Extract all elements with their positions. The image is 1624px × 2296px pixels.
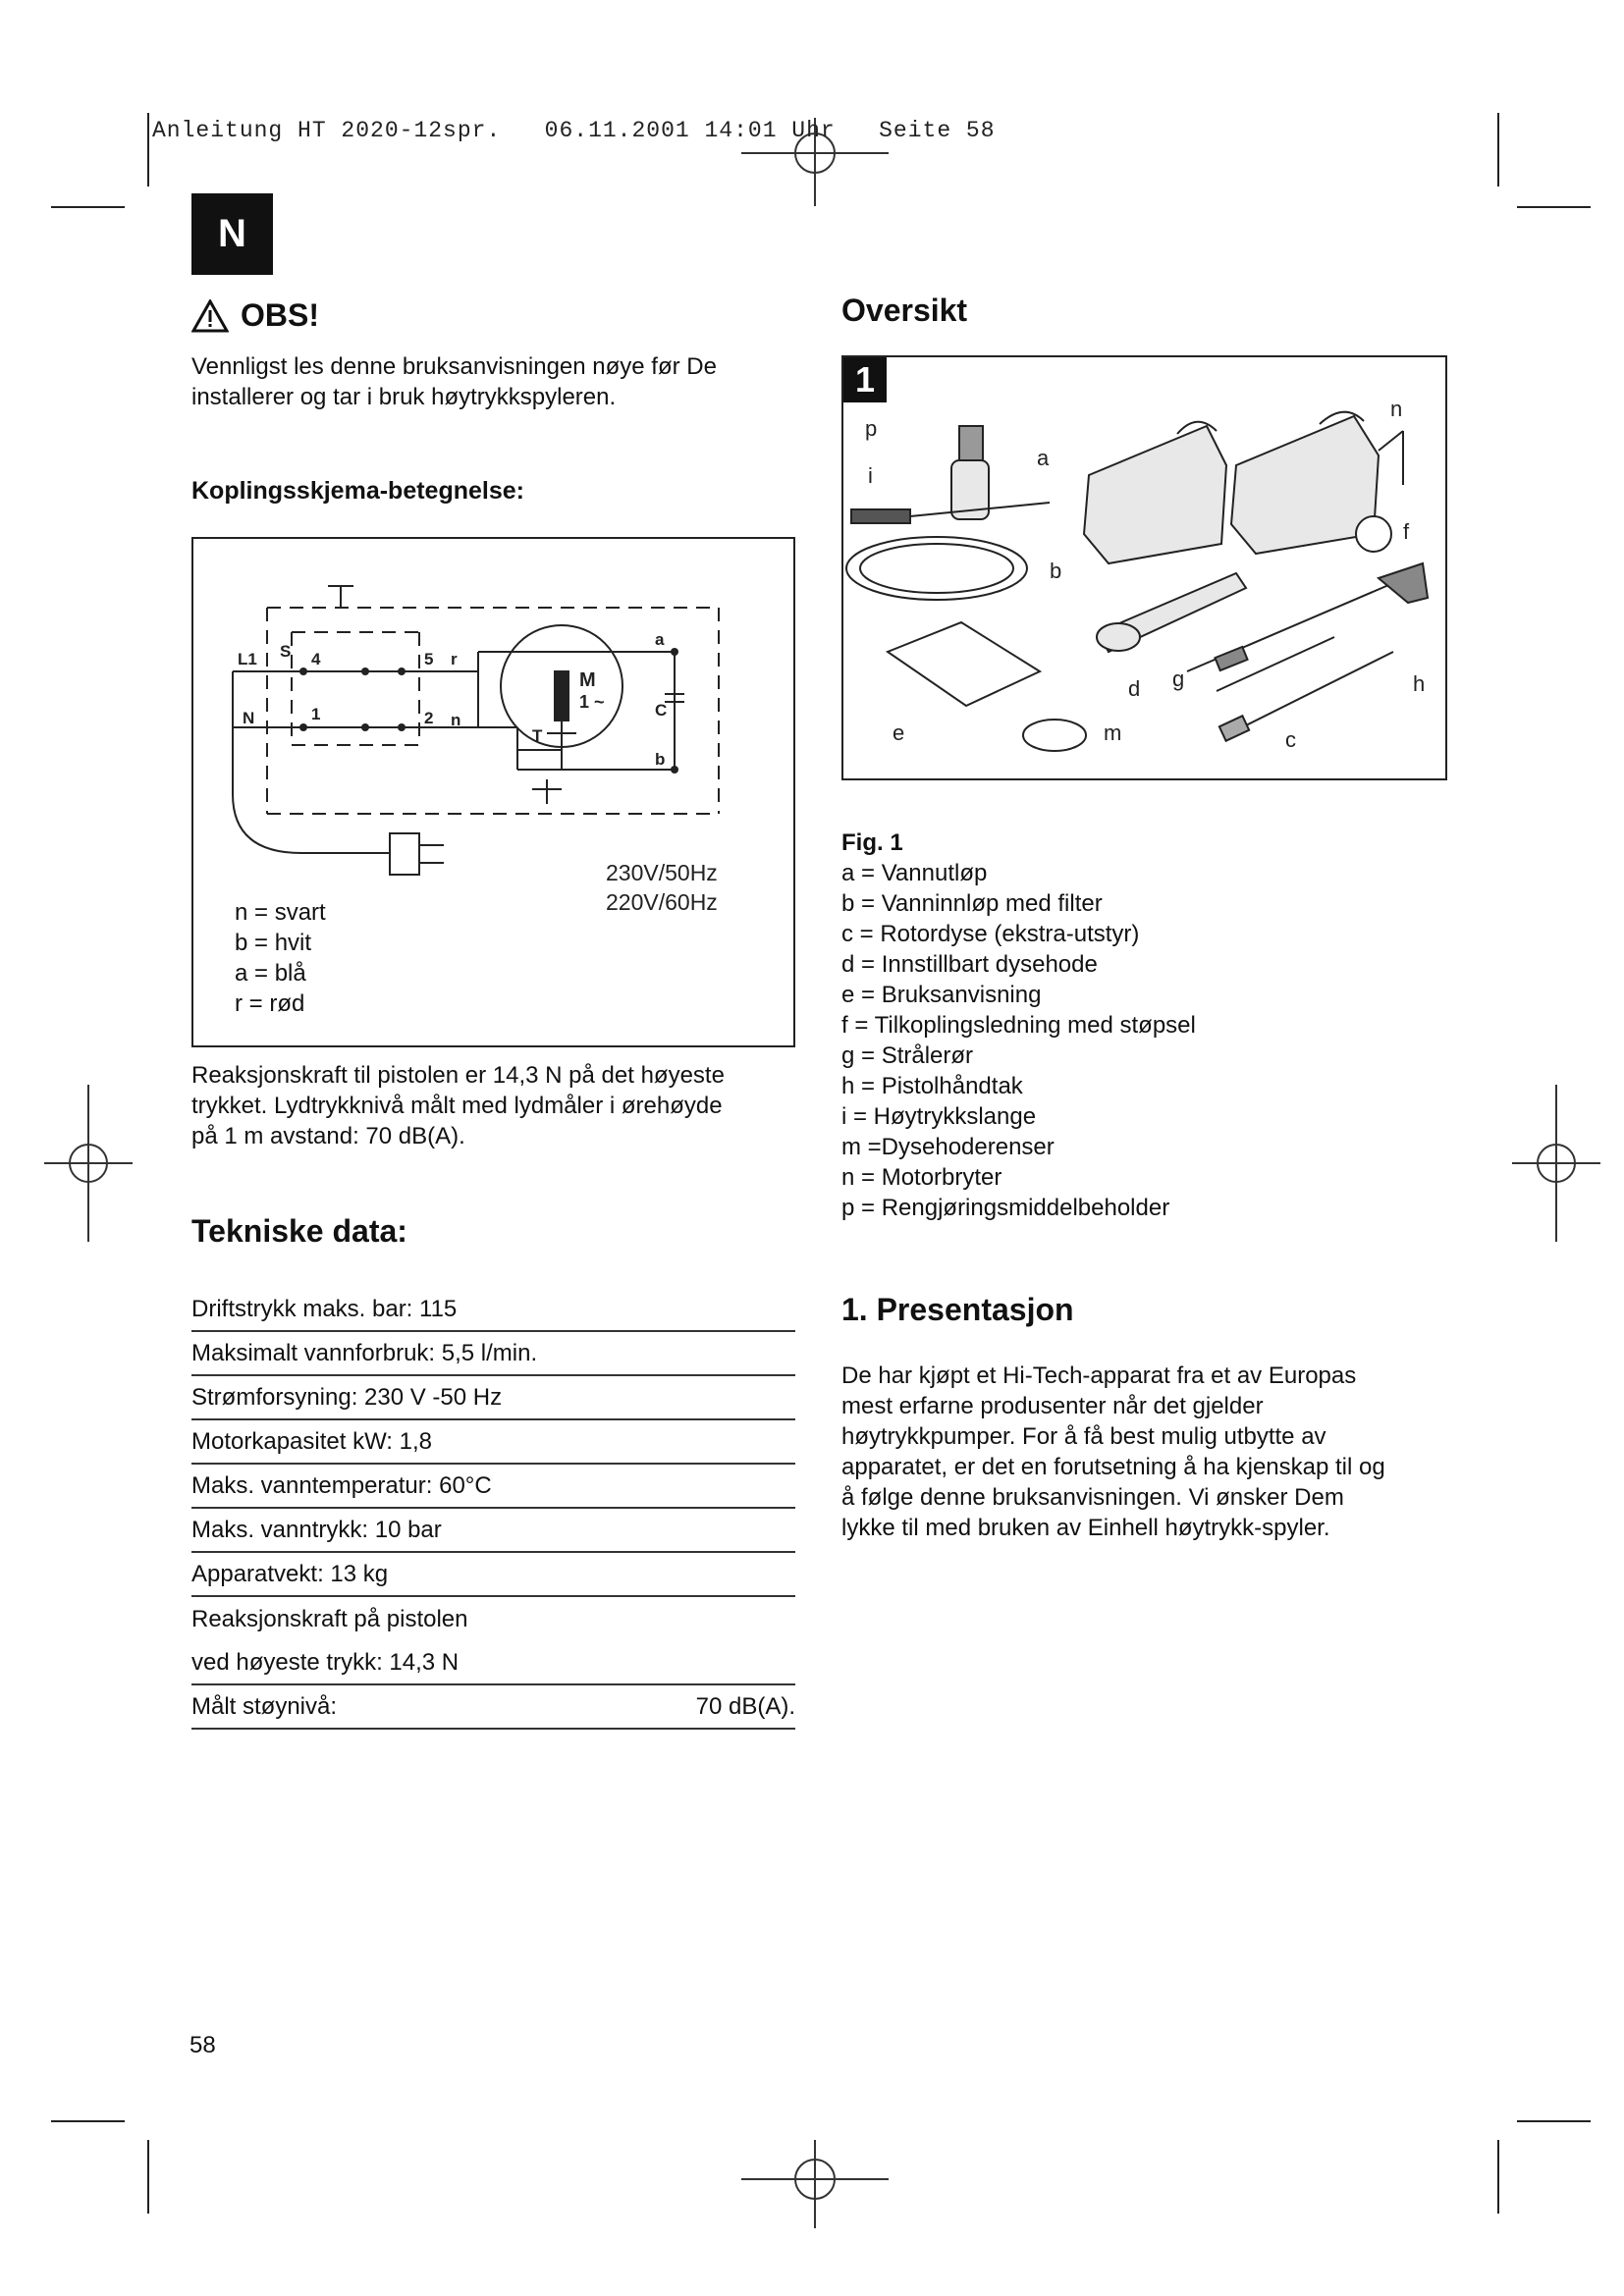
tech-cell: Maks. vanntrykk: 10 bar bbox=[191, 1516, 442, 1543]
label-c: C bbox=[655, 701, 668, 720]
language-tab: N bbox=[191, 193, 273, 275]
label-l1: L1 bbox=[238, 650, 257, 668]
voltage-50hz: 230V/50Hz bbox=[606, 860, 718, 885]
tech-data-heading: Tekniske data: bbox=[191, 1213, 407, 1249]
tech-cell: Driftstrykk maks. bar: 115 bbox=[191, 1295, 458, 1322]
tech-row bbox=[191, 1288, 795, 1332]
label-t: T bbox=[532, 726, 543, 745]
reaction-line: på 1 m avstand: 70 dB(A). bbox=[191, 1123, 465, 1149]
legend-item: p = Rengjøringsmiddelbeholder bbox=[841, 1195, 1170, 1221]
label-m: M bbox=[579, 669, 596, 691]
label-4: 4 bbox=[311, 650, 321, 668]
callout-h: h bbox=[1413, 671, 1426, 696]
label-b: b bbox=[655, 750, 666, 769]
tech-row bbox=[191, 1420, 795, 1465]
warning-title: OBS! bbox=[241, 297, 319, 333]
tech-row bbox=[191, 1641, 795, 1685]
crop-mark bbox=[1497, 2140, 1499, 2214]
tech-cell: Strømforsyning: 230 V -50 Hz bbox=[191, 1383, 503, 1411]
tech-row bbox=[191, 1376, 795, 1420]
presentation-line: å følge denne bruksanvisningen. Vi ønsker Dem bbox=[841, 1484, 1344, 1511]
tech-cell: Maks. vanntemperatur: 60°C bbox=[191, 1471, 492, 1499]
registration-mark-right bbox=[1512, 1085, 1600, 1242]
registration-mark-left bbox=[44, 1085, 133, 1242]
tech-row bbox=[191, 1332, 795, 1376]
warning-heading bbox=[191, 297, 319, 334]
tech-data-table bbox=[191, 1288, 795, 1730]
figure-1 bbox=[841, 355, 1447, 780]
wiring-heading: Koplingsskjema-betegnelse: bbox=[191, 477, 524, 505]
figure-legend bbox=[841, 828, 1196, 1223]
label-n: N bbox=[243, 709, 255, 727]
tech-cell: Apparatvekt: 13 kg bbox=[191, 1560, 389, 1587]
callout-n: n bbox=[1390, 397, 1403, 421]
overview-heading: Oversikt bbox=[841, 293, 968, 328]
label-a: a bbox=[655, 630, 665, 649]
legend-item: e = Bruksanvisning bbox=[841, 982, 1042, 1008]
label-s: S bbox=[280, 642, 292, 661]
figure-caption: Fig. 1 bbox=[841, 829, 903, 856]
legend-item: c = Rotordyse (ekstra-utstyr) bbox=[841, 921, 1140, 947]
callout-d: d bbox=[1128, 676, 1141, 701]
callout-f: f bbox=[1403, 519, 1410, 544]
legend-item: i = Høytrykkslange bbox=[841, 1103, 1037, 1130]
callout-p: p bbox=[865, 416, 878, 441]
label-m2: 1 ~ bbox=[579, 692, 605, 712]
callout-a: a bbox=[1037, 446, 1050, 470]
warning-triangle-icon bbox=[191, 299, 229, 333]
reaction-force-text bbox=[191, 1060, 725, 1151]
legend-item: h = Pistolhåndtak bbox=[841, 1073, 1023, 1099]
legend-item: f = Tilkoplingsledning med støpsel bbox=[841, 1012, 1196, 1039]
tech-cell: Reaksjonskraft på pistolen bbox=[191, 1605, 468, 1632]
callout-e: e bbox=[893, 721, 905, 745]
legend-item: n = Motorbryter bbox=[841, 1164, 1002, 1191]
presentation-text bbox=[841, 1361, 1385, 1543]
warning-line: Vennligst les denne bruksanvisningen nøye før De bbox=[191, 353, 717, 380]
figure-number-badge: 1 bbox=[843, 357, 887, 402]
legend-item: m =Dysehoderenser bbox=[841, 1134, 1055, 1160]
label-5: 5 bbox=[424, 650, 434, 668]
label-r: r bbox=[451, 650, 458, 668]
callout-i: i bbox=[868, 463, 873, 488]
warning-line: installerer og tar i bruk høytrykkspyleren. bbox=[191, 384, 617, 410]
crop-mark bbox=[51, 2120, 125, 2122]
tech-cell: ved høyeste trykk: 14,3 N bbox=[191, 1648, 460, 1676]
presentation-line: De har kjøpt et Hi-Tech-apparat fra et av Europas bbox=[841, 1362, 1357, 1389]
crop-mark bbox=[147, 2140, 149, 2214]
tech-cell-value: 70 dB(A). bbox=[695, 1692, 795, 1720]
presentation-line: apparatet, er det en forutsetning å ha kjenskap til og bbox=[841, 1454, 1385, 1480]
legend-item: d = Innstillbart dysehode bbox=[841, 951, 1098, 978]
label-1: 1 bbox=[311, 705, 321, 723]
registration-mark-bottom bbox=[741, 2140, 889, 2228]
crop-mark bbox=[147, 113, 149, 187]
reaction-line: trykket. Lydtrykknivå målt med lydmåler i ørehøyde bbox=[191, 1093, 723, 1119]
legend-item: g = Strålerør bbox=[841, 1042, 974, 1069]
tech-cell: Motorkapasitet kW: 1,8 bbox=[191, 1427, 432, 1455]
crop-mark bbox=[51, 206, 125, 208]
legend-item: b = hvit bbox=[235, 930, 312, 956]
reaction-line: Reaksjonskraft til pistolen er 14,3 N på det høyeste bbox=[191, 1062, 725, 1089]
tech-row bbox=[191, 1465, 795, 1509]
legend-item: a = Vannutløp bbox=[841, 860, 988, 886]
crop-mark bbox=[1517, 2120, 1591, 2122]
tech-row bbox=[191, 1597, 795, 1641]
tech-row bbox=[191, 1553, 795, 1597]
crop-mark bbox=[1517, 206, 1591, 208]
callout-c: c bbox=[1285, 727, 1296, 752]
callout-b: b bbox=[1050, 559, 1062, 583]
tech-row bbox=[191, 1509, 795, 1553]
tech-cell-label: Målt støynivå: bbox=[191, 1692, 338, 1720]
wire-color-legend bbox=[235, 897, 326, 1019]
product-illustration bbox=[843, 357, 1445, 778]
label-nn: n bbox=[451, 711, 461, 729]
legend-item: b = Vanninnløp med filter bbox=[841, 890, 1103, 917]
legend-item: r = rød bbox=[235, 990, 305, 1017]
page-number: 58 bbox=[189, 2032, 216, 2058]
label-2: 2 bbox=[424, 709, 434, 727]
presentation-heading: 1. Presentasjon bbox=[841, 1292, 1074, 1327]
presentation-line: mest erfarne produsenter når det gjelder bbox=[841, 1393, 1264, 1419]
tech-cell: Maksimalt vannforbruk: 5,5 l/min. bbox=[191, 1339, 538, 1366]
voltage-60hz: 220V/60Hz bbox=[606, 889, 718, 915]
print-header: Anleitung HT 2020-12spr. 06.11.2001 14:01 Uhr Seite 58 bbox=[152, 118, 996, 143]
legend-item: a = blå bbox=[235, 960, 306, 987]
legend-item: n = svart bbox=[235, 899, 326, 926]
tech-row bbox=[191, 1685, 795, 1730]
callout-m: m bbox=[1104, 721, 1122, 745]
presentation-line: høytrykkpumper. For å få best mulig utbytte av bbox=[841, 1423, 1326, 1450]
wiring-diagram bbox=[191, 537, 795, 1047]
crop-mark bbox=[1497, 113, 1499, 187]
presentation-line: lykke til med bruken av Einhell høytrykk-spyler. bbox=[841, 1515, 1330, 1541]
callout-g: g bbox=[1172, 667, 1185, 691]
warning-text bbox=[191, 351, 717, 412]
